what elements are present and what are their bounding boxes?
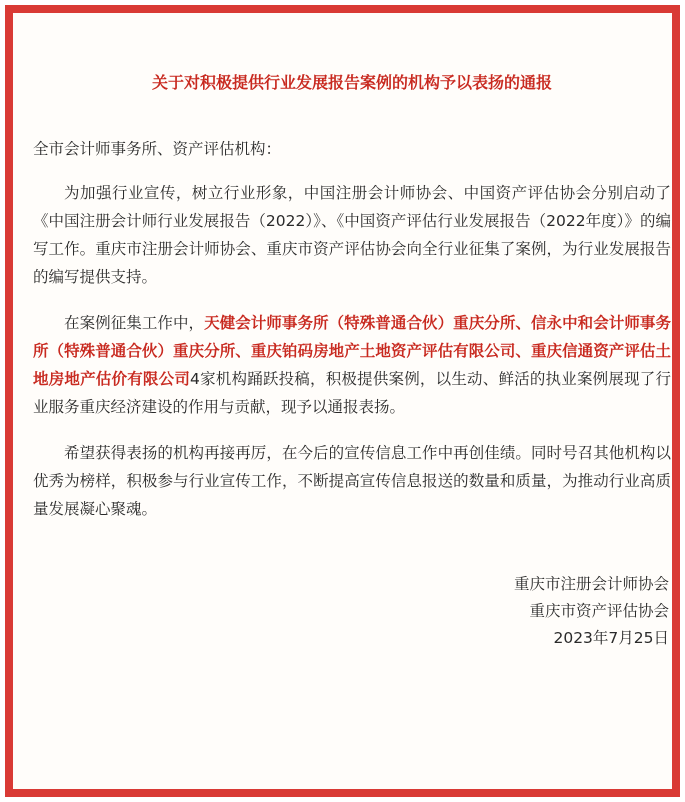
notice-title: 关于对积极提供行业发展报告案例的机构予以表扬的通报 [151, 73, 552, 92]
paragraph-commendation [33, 309, 671, 421]
commended-institutions: 天健会计师事务所（特殊普通合伙）重庆分所、信永中和会计师事务所（特殊普通合伙）重庆分所、重庆铂码房地产土地资产评估有限公司、重庆信通资产评估土地房地产估价有限公司 [33, 314, 671, 388]
notice-document [33, 71, 671, 652]
paragraph-encouragement: 希望获得表扬的机构再接再厉，在今后的宣传信息工作中再创佳绩。同时号召其他机构以优秀为榜样，积极参与行业宣传工作，不断提高宣传信息报送的数量和质量，为推动行业高质量发展凝心聚魂。 [33, 444, 671, 518]
commendation-body: 4家机构踊跃投稿，积极提供案例，以生动、鲜活的执业案例展现了行业服务重庆经济建设的作用与贡献，现予以通报表扬。 [33, 370, 671, 416]
signature-org-cicpa: 重庆市注册会计师协会 [513, 575, 669, 593]
salutation: 全市会计师事务所、资产评估机构： [33, 140, 282, 158]
document-frame [5, 5, 680, 797]
signature-date: 2023年7月25日 [553, 629, 669, 647]
commendation-intro: 在案例征集工作中， [64, 314, 205, 332]
signature-org-appraisal: 重庆市资产评估协会 [529, 602, 669, 620]
paragraph-background: 为加强行业宣传，树立行业形象，中国注册会计师协会、中国资产评估协会分别启动了《中国注册会计师行业发展报告（2022）》、《中国资产评估行业发展报告（2022年度）》的编写工作。重庆市注册会计师协会、重庆市资产评估协会向全行业征集了案例，为行业发展报告的编写提供支持。 [33, 184, 671, 286]
signature-block [33, 571, 671, 652]
